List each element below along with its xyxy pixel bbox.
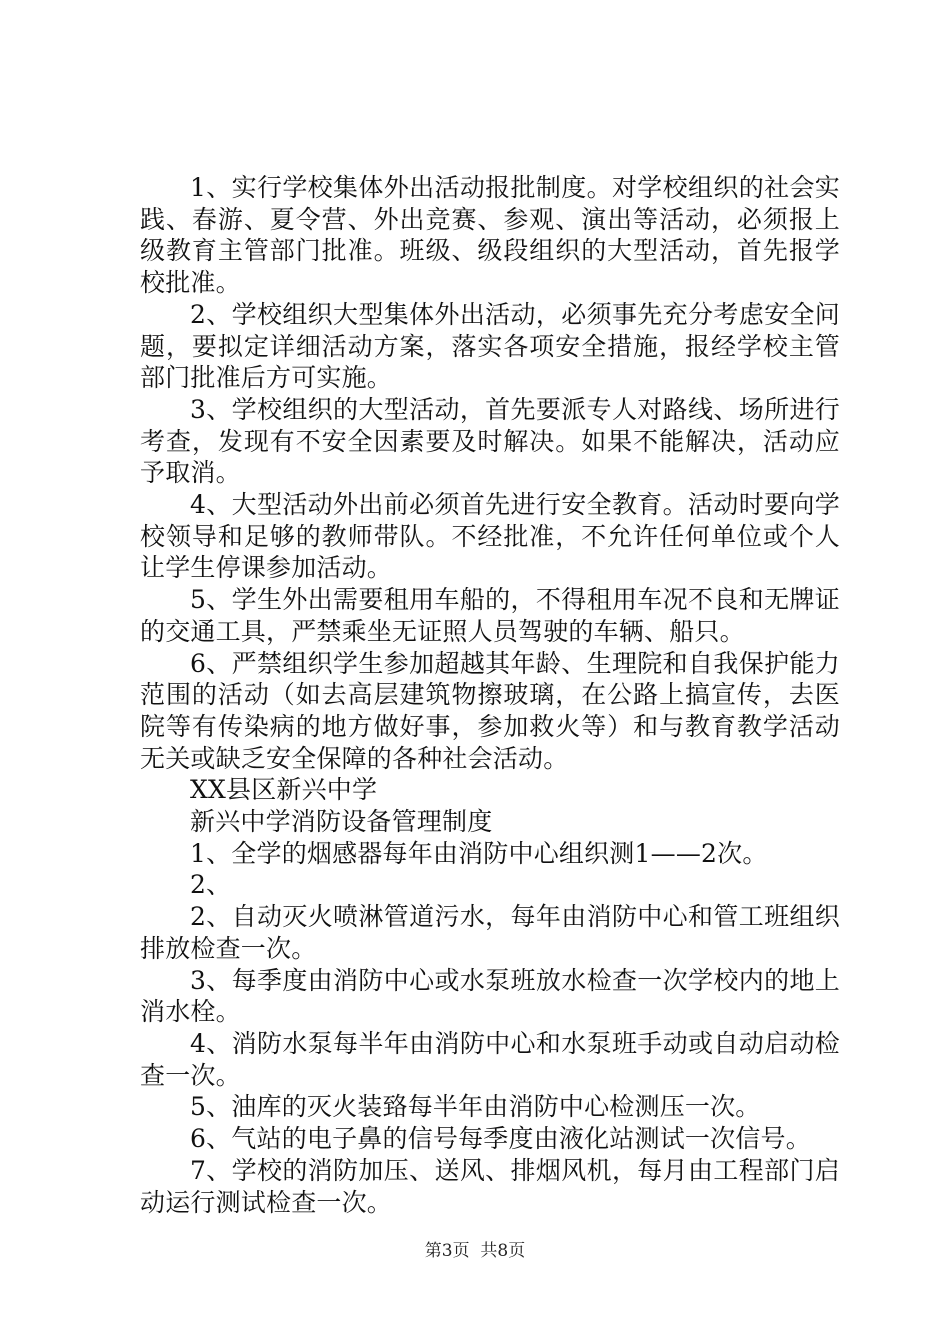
paragraph-4: 4、大型活动外出前必须首先进行安全教育。活动时要向学校领导和足够的教师带队。不经批准，不允许任何单位或个人让学生停课参加活动。 (140, 490, 840, 583)
paragraph-1: 1、实行学校集体外出活动报批制度。对学校组织的社会实践、春游、夏令营、外出竞赛、参观、演出等活动，必须报上级教育主管部门批准。班级、级段组织的大型活动，首先报学校批准。 (140, 173, 840, 298)
page-footer (0, 1240, 950, 1262)
fire-rule-7: 7、学校的消防加压、送风、排烟风机，每月由工程部门启动运行测试检查一次。 (140, 1155, 840, 1217)
fire-rule-5: 5、油库的灭火装臵每半年由消防中心检测压一次。 (190, 1092, 761, 1122)
fire-rule-2: 2、自动灭火喷淋管道污水，每年由消防中心和管工班组织排放检查一次。 (140, 902, 840, 963)
paragraph-3: 3、学校组织的大型活动，首先要派专人对路线、场所进行考查，发现有不安全因素要及时解决。如果不能解决，活动应予取消。 (140, 394, 840, 488)
fire-rule-4: 4、消防水泵每半年由消防中心和水泵班手动或自动启动检查一次。 (140, 1028, 840, 1090)
paragraph-2: 2、学校组织大型集体外出活动，必须事先充分考虑安全问题，要拟定详细活动方案，落实各项安全措施，报经学校主管部门批准后方可实施。 (140, 299, 840, 393)
page-number: 第3页 共8页 (424, 1241, 526, 1261)
fire-rule-6: 6、气站的电子鼻的信号每季度由液化站测试一次信号。 (190, 1124, 811, 1154)
fire-rule-3: 3、每季度由消防中心或水泵班放水检查一次学校内的地上消水栓。 (140, 965, 840, 1027)
school-name: XX县区新兴中学 (190, 775, 378, 805)
fire-rule-1: 1、全学的烟感器每年由消防中心组织测1——2次。 (190, 838, 768, 868)
document-body (140, 172, 840, 1218)
paragraph-5: 5、学生外出需要租用车船的，不得租用车况不良和无牌证的交通工具，严禁乘坐无证照人员驾驶的车辆、船只。 (140, 585, 840, 646)
fire-rule-2-empty: 2、 (190, 870, 232, 900)
section-title: 新兴中学消防设备管理制度 (190, 807, 493, 837)
paragraph-6: 6、严禁组织学生参加超越其年龄、生理院和自我保护能力范围的活动（如去高层建筑物擦玻璃，在公路上搞宣传，去医院等有传染病的地方做好事，参加救火等）和与教育教学活动无关或缺乏安全保障的各种社会活动。 (140, 648, 840, 773)
